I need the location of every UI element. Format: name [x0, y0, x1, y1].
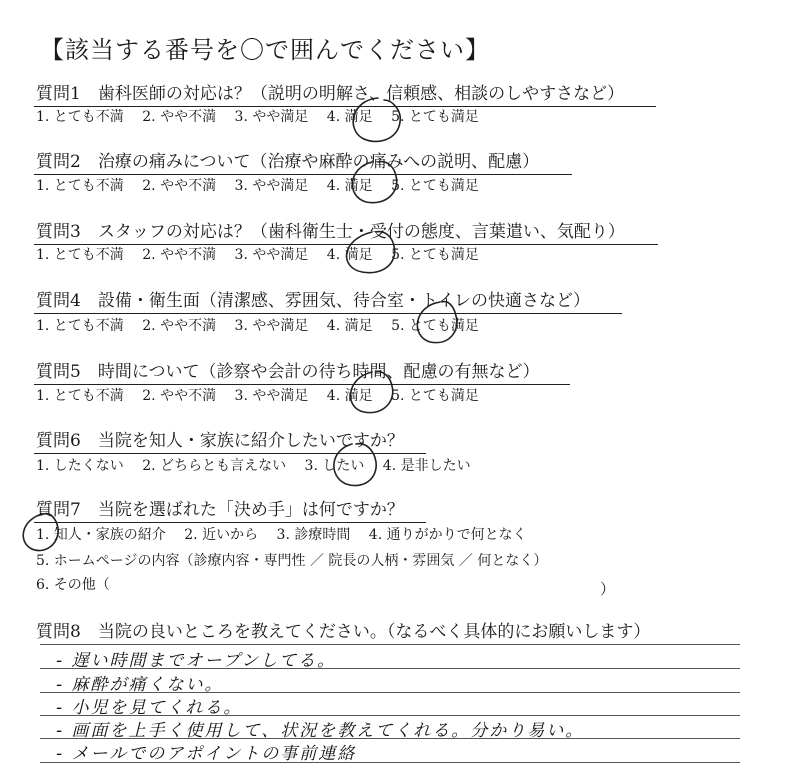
- question-2-heading: 質問2 治療の痛みについて（治療や麻酔の痛みへの説明、配慮）: [36, 152, 540, 172]
- q3-option-5[interactable]: 5. とても満足: [391, 247, 479, 263]
- q5-option-3[interactable]: 3. やや満足: [234, 388, 309, 404]
- answer-line-0: [40, 644, 740, 645]
- q1-option-5[interactable]: 5. とても満足: [391, 109, 479, 125]
- q2-option-1[interactable]: 1. とても不満: [36, 178, 124, 194]
- q6-option-2[interactable]: 2. どちらとも言えない: [142, 458, 287, 474]
- q4-option-2[interactable]: 2. やや不満: [142, 318, 217, 334]
- q2-option-3[interactable]: 3. やや満足: [234, 178, 309, 194]
- q5-option-4[interactable]: 4. 満足: [326, 388, 373, 404]
- q6-option-1[interactable]: 1. したくない: [36, 458, 124, 474]
- question-6-underline: [34, 453, 426, 454]
- q3-option-1[interactable]: 1. とても不満: [36, 247, 124, 263]
- question-6-options: [36, 457, 485, 475]
- q7-option-6-close: ）: [600, 580, 616, 598]
- question-8-heading: 質問8 当院の良いところを教えてください。（なるべく具体的にお願いします）: [36, 622, 651, 642]
- q6-option-3[interactable]: 3. したい: [304, 458, 365, 474]
- q3-option-2[interactable]: 2. やや不満: [142, 247, 217, 263]
- question-4-underline: [34, 313, 622, 314]
- q6-option-4[interactable]: 4. 是非したい: [382, 458, 471, 474]
- question-1-options: [36, 108, 493, 126]
- q4-option-5[interactable]: 5. とても満足: [391, 318, 479, 334]
- question-1-heading: 質問1 歯科医師の対応は？（説明の明解さ、信頼感、相談のしやすさなど）: [36, 84, 625, 104]
- question-5-underline: [34, 384, 570, 385]
- q3-option-4[interactable]: 4. 満足: [326, 247, 373, 263]
- question-4-heading: 質問4 設備・衛生面（清潔感、雰囲気、待合室・トイレの快適さなど）: [36, 291, 590, 311]
- question-5-heading: 質問5 時間について（診察や会計の待ち時間、配慮の有無など）: [36, 362, 540, 382]
- q8-answer-3[interactable]: - 小児を見てくれる。: [56, 698, 243, 718]
- question-3-underline: [34, 244, 658, 245]
- q7-option-5[interactable]: 5. ホームページの内容（診療内容・専門性 ／ 院長の人柄・雰囲気 ／ 何となく）: [36, 553, 548, 569]
- q7-option-4[interactable]: 4. 通りがかりで何となく: [368, 527, 527, 543]
- q1-option-2[interactable]: 2. やや不満: [142, 109, 217, 125]
- q5-option-1[interactable]: 1. とても不満: [36, 388, 124, 404]
- question-2-options: [36, 177, 493, 195]
- question-3-heading: 質問3 スタッフの対応は？（歯科衛生士・受付の態度、言葉遣い、気配り）: [36, 222, 625, 242]
- q1-option-1[interactable]: 1. とても不満: [36, 109, 124, 125]
- q7-option-6[interactable]: 6. その他（: [36, 577, 110, 593]
- question-6-heading: 質問6 当院を知人・家族に紹介したいですか？: [36, 431, 404, 451]
- q1-option-3[interactable]: 3. やや満足: [234, 109, 309, 125]
- q5-option-5[interactable]: 5. とても満足: [391, 388, 479, 404]
- question-2-underline: [34, 174, 572, 175]
- question-4-options: [36, 317, 493, 335]
- question-3-options: [36, 246, 493, 264]
- q2-option-5[interactable]: 5. とても満足: [391, 178, 479, 194]
- question-7-options-row-1: [36, 526, 541, 544]
- q5-option-2[interactable]: 2. やや不満: [142, 388, 217, 404]
- question-7-heading: 質問7 当院を選ばれた「決め手」は何ですか？: [36, 500, 404, 520]
- q2-option-2[interactable]: 2. やや不満: [142, 178, 217, 194]
- q7-option-1[interactable]: 1. 知人・家族の紹介: [36, 527, 166, 543]
- q7-option-3[interactable]: 3. 診療時間: [276, 527, 351, 543]
- q7-option-2[interactable]: 2. 近いから: [184, 527, 259, 543]
- q4-option-4[interactable]: 4. 満足: [326, 318, 373, 334]
- q8-answer-5[interactable]: - メールでのアポイントの事前連絡: [56, 744, 357, 764]
- q1-option-4[interactable]: 4. 満足: [326, 109, 373, 125]
- q8-answer-4[interactable]: - 画面を上手く使用して、状況を教えてくれる。分かり易い。: [56, 721, 585, 741]
- form-title: 【該当する番号を〇で囲んでください】: [40, 36, 490, 64]
- q8-answer-2[interactable]: - 麻酔が痛くない。: [56, 675, 224, 695]
- q2-option-4[interactable]: 4. 満足: [326, 178, 373, 194]
- question-5-options: [36, 387, 493, 405]
- question-1-underline: [34, 106, 656, 107]
- q8-answer-1[interactable]: - 遅い時間までオープンしてる。: [56, 651, 337, 671]
- question-7-underline: [34, 522, 426, 523]
- q4-option-1[interactable]: 1. とても不満: [36, 318, 124, 334]
- q4-option-3[interactable]: 3. やや満足: [234, 318, 309, 334]
- q3-option-3[interactable]: 3. やや満足: [234, 247, 309, 263]
